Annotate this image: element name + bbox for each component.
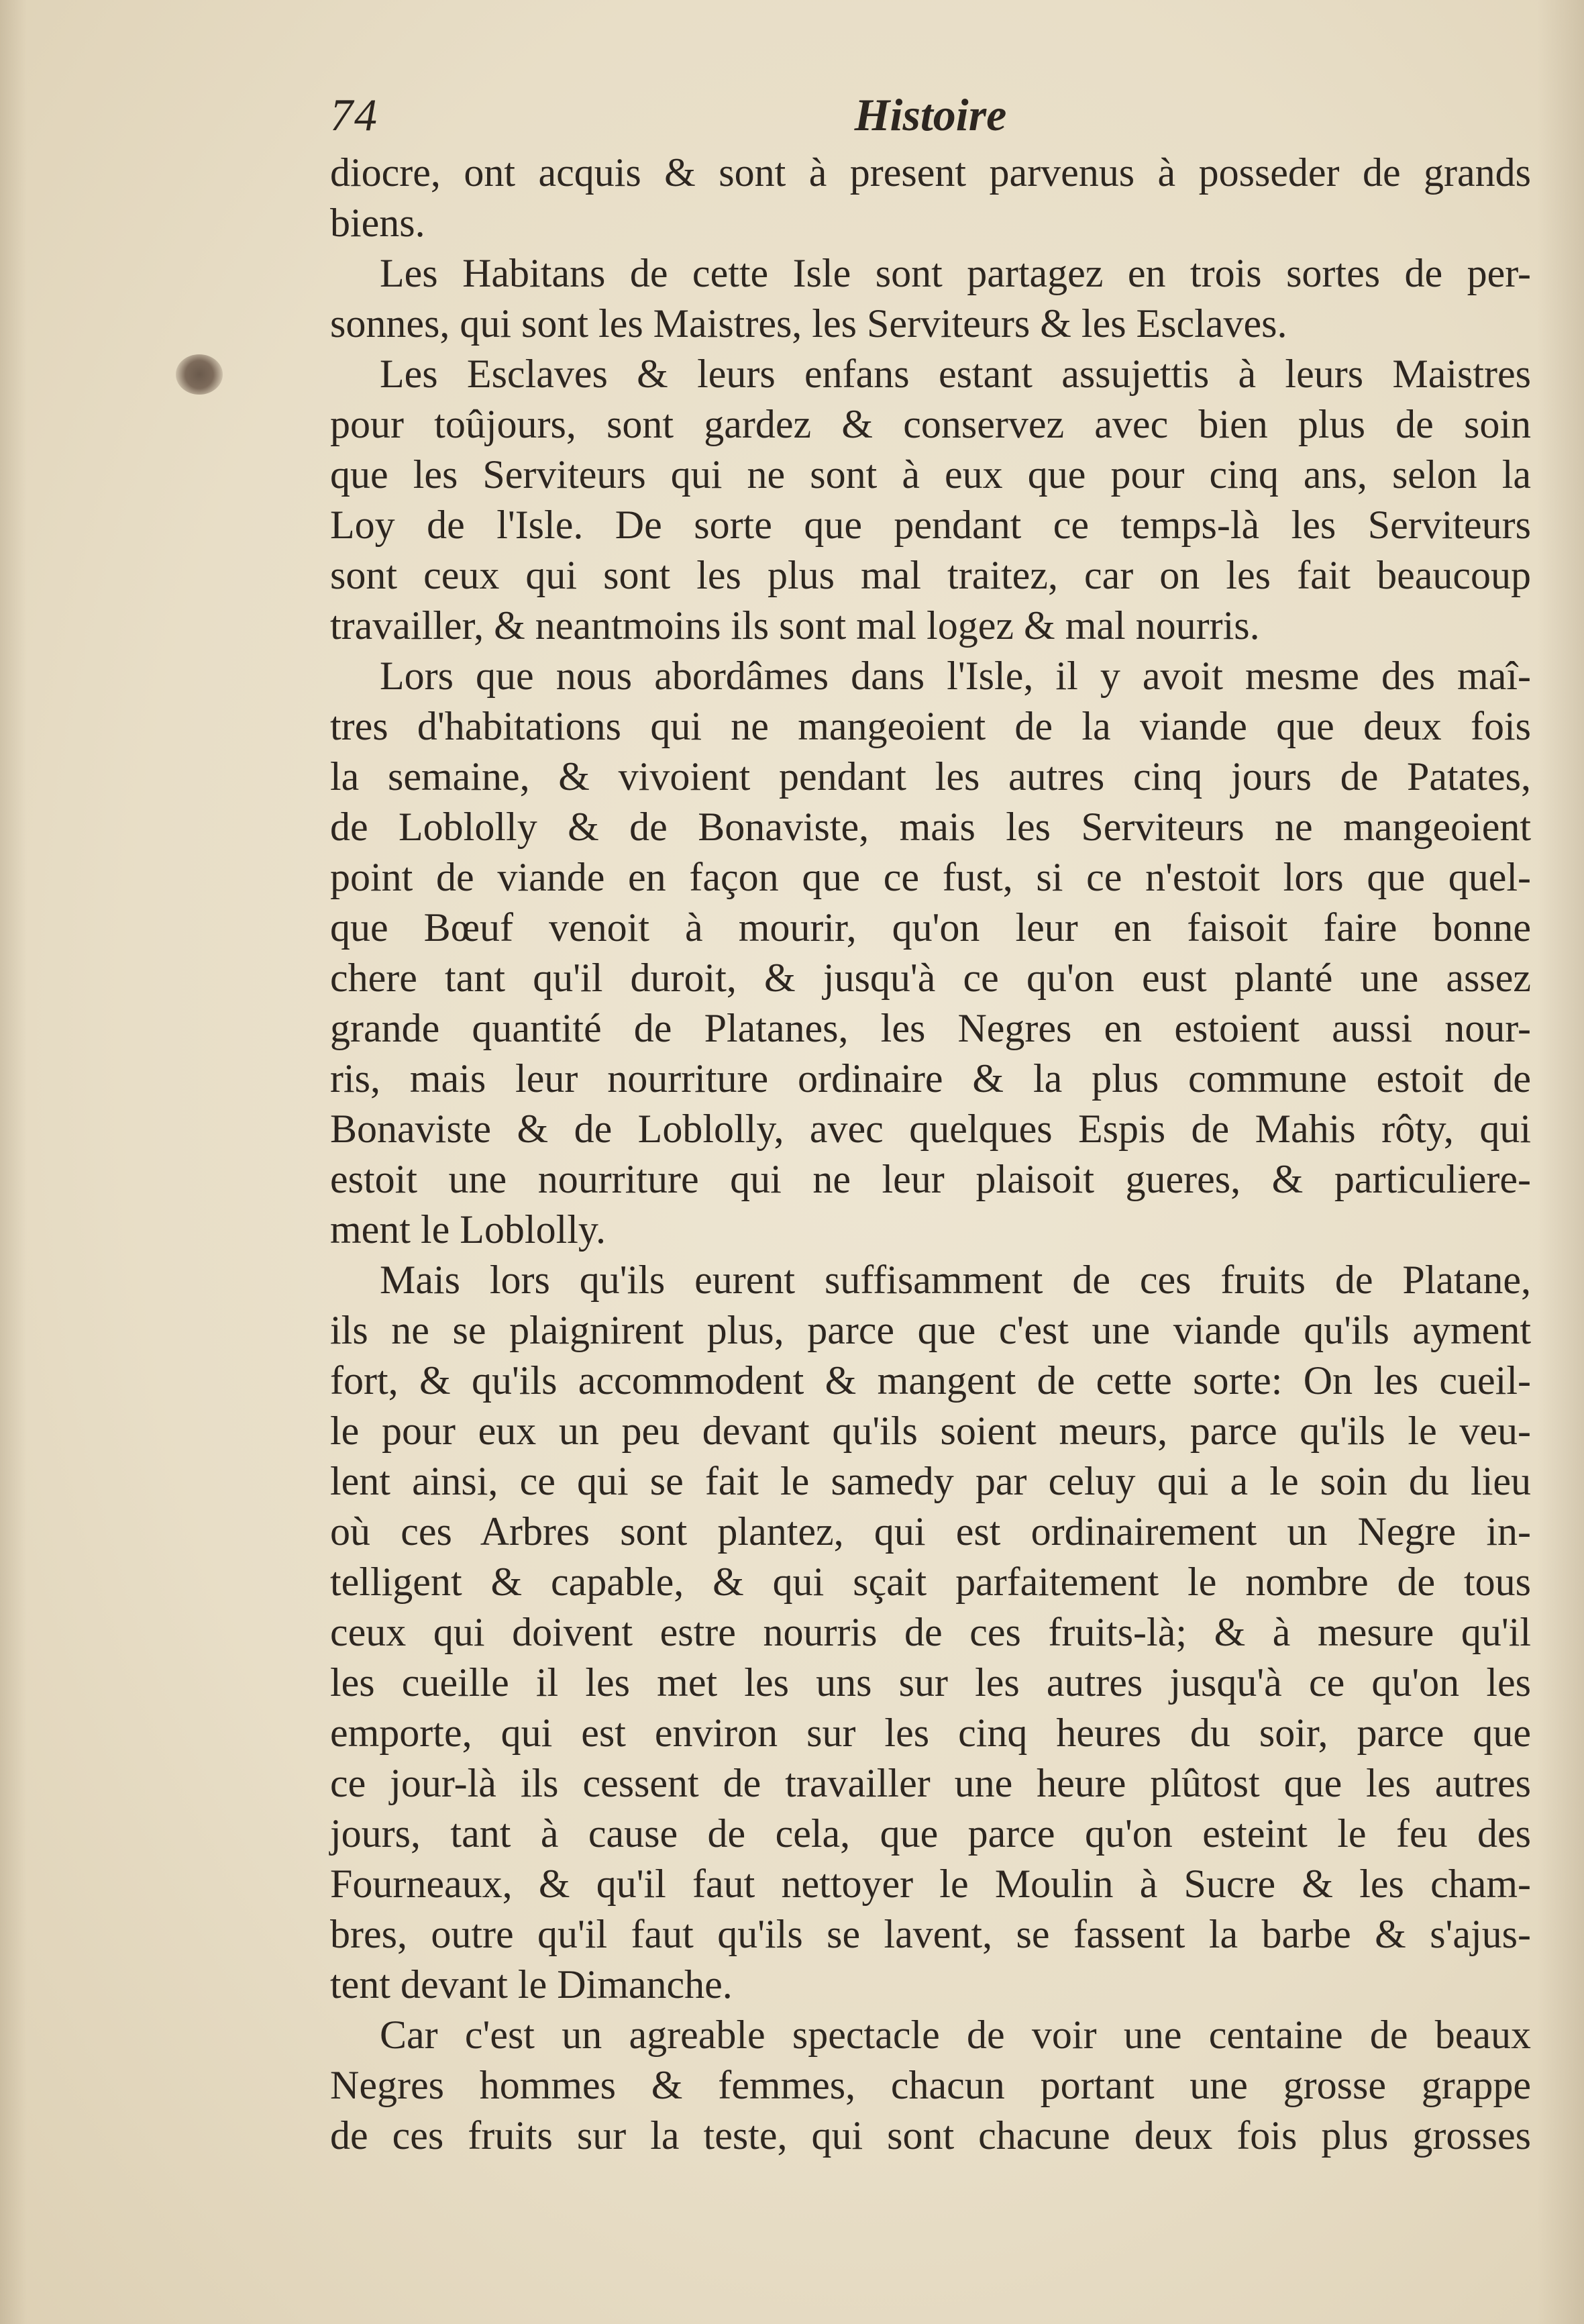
- text-line: la semaine, & vivoient pendant les autres cinq jours de Patates,: [330, 754, 1531, 799]
- running-title: Histoire: [854, 89, 1007, 140]
- text-line: diocre, ont acquis & sont à present parvenus à posseder de grands: [330, 150, 1531, 195]
- body-text: [330, 148, 1531, 2161]
- text-line: travailler, & neantmoins ils sont mal logez & mal nourris.: [330, 603, 1260, 648]
- text-line: Les Habitans de cette Isle sont partagez en trois sortes de per-: [380, 251, 1531, 295]
- text-line: grande quantité de Platanes, les Negres en estoient aussi nour-: [330, 1006, 1531, 1050]
- text-line: Negres hommes & femmes, chacun portant une grosse grappe: [330, 2063, 1531, 2107]
- text-line: tres d'habitations qui ne mangeoient de la viande que deux fois: [330, 704, 1531, 748]
- text-line: où ces Arbres sont plantez, qui est ordinairement un Negre in-: [330, 1509, 1531, 1554]
- text-line: tent devant le Dimanche.: [330, 1962, 733, 2007]
- text-line: ce jour-là ils cessent de travailler une heure plûtost que les autres: [330, 1761, 1531, 1805]
- page-edge-shadow: [1537, 0, 1584, 2324]
- text-line: telligent & capable, & qui sçait parfaitement le nombre de tous: [330, 1560, 1531, 1604]
- text-line: Car c'est un agreable spectacle de voir une centaine de beaux: [380, 2013, 1531, 2057]
- text-line: sonnes, qui sont les Maistres, les Serviteurs & les Esclaves.: [330, 301, 1287, 346]
- ink-stain: [176, 354, 223, 395]
- text-line: les cueille il les met les uns sur les autres jusqu'à ce qu'on les: [330, 1660, 1531, 1705]
- text-line: estoit une nourriture qui ne leur plaisoit gueres, & particuliere-: [330, 1157, 1531, 1201]
- text-line: Bonaviste & de Loblolly, avec quelques Espis de Mahis rôty, qui: [330, 1107, 1531, 1151]
- page-number: 74: [330, 89, 378, 140]
- text-line: emporte, qui est environ sur les cinq heures du soir, parce que: [330, 1711, 1531, 1755]
- text-line: bres, outre qu'il faut qu'ils se lavent, se fassent la barbe & s'ajus-: [330, 1912, 1531, 1956]
- text-line: de ces fruits sur la teste, qui sont chacune deux fois plus grosses: [330, 2113, 1531, 2158]
- text-line: Les Esclaves & leurs enfans estant assujettis à leurs Maistres: [380, 352, 1531, 396]
- text-line: biens.: [330, 201, 425, 245]
- text-line: sont ceux qui sont les plus mal traitez, car on les fait beaucoup: [330, 553, 1531, 597]
- running-head: [330, 82, 1531, 156]
- text-line: de Loblolly & de Bonaviste, mais les Serviteurs ne mangeoient: [330, 805, 1531, 849]
- text-line: Loy de l'Isle. De sorte que pendant ce temps-là les Serviteurs: [330, 503, 1531, 547]
- text-line: que les Serviteurs qui ne sont à eux que pour cinq ans, selon la: [330, 452, 1531, 497]
- text-line: chere tant qu'il duroit, & jusqu'à ce qu'on eust planté une assez: [330, 956, 1531, 1000]
- text-line: que Bœuf venoit à mourir, qu'on leur en faisoit faire bonne: [330, 905, 1531, 950]
- gutter-shadow: [0, 0, 27, 2324]
- text-line: ils ne se plaignirent plus, parce que c'est une viande qu'ils ayment: [330, 1308, 1531, 1352]
- text-line: ceux qui doivent estre nourris de ces fruits-là; & à mesure qu'il: [330, 1610, 1531, 1654]
- text-line: fort, & qu'ils accommodent & mangent de cette sorte: On les cueil-: [330, 1358, 1531, 1403]
- text-line: point de viande en façon que ce fust, si ce n'estoit lors que quel-: [330, 855, 1531, 899]
- text-line: Fourneaux, & qu'il faut nettoyer le Moulin à Sucre & les cham-: [330, 1862, 1531, 1906]
- text-line: jours, tant à cause de cela, que parce qu'on esteint le feu des: [330, 1811, 1531, 1856]
- text-line: Lors que nous abordâmes dans l'Isle, il y avoit mesme des maî-: [380, 654, 1531, 698]
- text-line: le pour eux un peu devant qu'ils soient meurs, parce qu'ils le veu-: [330, 1409, 1531, 1453]
- text-line: pour toûjours, sont gardez & conservez avec bien plus de soin: [330, 402, 1531, 446]
- text-line: lent ainsi, ce qui se fait le samedy par celuy qui a le soin du lieu: [330, 1459, 1531, 1503]
- text-line: ment le Loblolly.: [330, 1207, 606, 1252]
- text-line: Mais lors qu'ils eurent suffisamment de ces fruits de Platane,: [380, 1258, 1531, 1302]
- text-line: ris, mais leur nourriture ordinaire & la plus commune estoit de: [330, 1056, 1531, 1101]
